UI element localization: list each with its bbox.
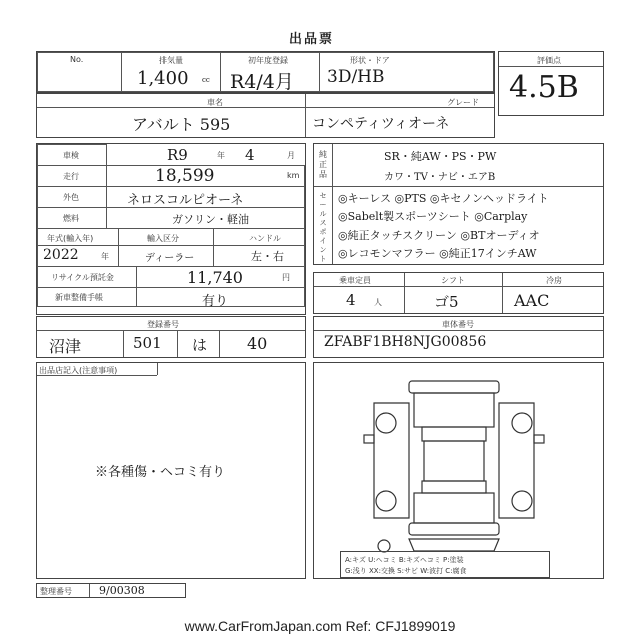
sales-section-label: セールスポイント — [319, 192, 327, 263]
sales-line-2: ◎Sabelt製スポーツシート ◎Carplay — [338, 210, 528, 223]
import-value: ディーラー — [145, 253, 195, 264]
reg-label: 登録番号 — [147, 320, 179, 329]
mileage-label: 走行 — [63, 172, 79, 181]
handle-value: 左・右 — [251, 250, 284, 263]
first-reg-value: R4/4月 — [230, 71, 294, 93]
grade-label: グレード — [447, 98, 479, 107]
car-diagram-box — [313, 362, 604, 579]
wheel-rear-right — [512, 491, 532, 511]
car-trunk — [414, 493, 494, 523]
car-damage-diagram — [314, 363, 603, 553]
sales-line-4: ◎レコモンマフラー ◎純正17インチAW — [338, 247, 537, 260]
mileage-value: 18,599 — [155, 166, 215, 186]
score-value: 4.5B — [509, 70, 579, 105]
inspection-value: R9 — [167, 146, 188, 164]
first-reg-label: 初年度登録 — [248, 56, 288, 65]
equipment-row2: カワ・TV・ナビ・エアB — [384, 172, 496, 183]
car-left-side — [374, 403, 409, 518]
color-label: 外色 — [63, 193, 79, 202]
equipment-section-label: 純正品 — [319, 150, 327, 179]
mirror-right — [534, 435, 544, 443]
displacement-unit: cc — [202, 76, 210, 84]
ac-value: AAC — [514, 291, 550, 310]
year-label: 年式(輸入年) — [47, 234, 94, 243]
car-hood — [414, 393, 494, 427]
car-front-bumper — [409, 381, 499, 393]
chassis-label: 車体番号 — [442, 320, 474, 329]
equipment-box — [313, 143, 604, 265]
car-rear-bumper — [409, 523, 499, 535]
footer-number-box — [36, 583, 186, 598]
car-windshield — [422, 427, 486, 441]
notes-box — [36, 362, 306, 579]
import-label: 輸入区分 — [147, 234, 179, 243]
car-rear-glass — [422, 481, 486, 493]
shift-value: ゴ5 — [434, 293, 459, 311]
displacement-label: 排気量 — [159, 56, 183, 65]
mirror-left — [364, 435, 374, 443]
legend-row2: G:浅り XX:交換 S:サビ W:波打 C:腐食 — [345, 567, 467, 575]
car-right-side — [499, 403, 534, 518]
car-rear-view — [409, 539, 499, 551]
wheel-front-right — [512, 413, 532, 433]
reg-class: 501 — [133, 334, 162, 352]
score-label: 評価点 — [537, 56, 561, 65]
fuel-options: ガソリン・軽油 — [172, 213, 249, 226]
wheel-front-left — [376, 413, 396, 433]
wheel-rear-left — [376, 491, 396, 511]
warranty-value: 有り — [202, 294, 229, 309]
equipment-row1: SR・純AW・PS・PW — [384, 150, 497, 163]
inspection-year-unit: 年 — [217, 151, 225, 160]
fuel-label: 燃料 — [63, 214, 79, 223]
inspection-month: 4 — [245, 146, 255, 164]
shift-label: シフト — [441, 276, 465, 285]
inspection-month-unit: 月 — [287, 151, 295, 160]
year-unit: 年 — [101, 252, 109, 261]
sheet-title: 出品票 — [289, 32, 335, 47]
reg-kana: は — [192, 336, 208, 354]
header-row1 — [36, 51, 495, 93]
score-box — [498, 51, 604, 116]
header-row2 — [36, 93, 495, 138]
inspection-label: 車検 — [63, 151, 79, 160]
recycle-label: リサイクル預託金 — [51, 273, 114, 282]
chassis-value: ZFABF1BH8NJG00856 — [324, 334, 487, 350]
model-label: 形状・ドア — [350, 56, 390, 65]
sales-line-1: ◎キーレス ◎PTS ◎キセノンヘッドライト — [338, 192, 549, 205]
reg-number: 40 — [247, 334, 268, 353]
details-table — [36, 143, 306, 315]
car-name-label: 車名 — [207, 98, 223, 107]
chassis-box — [313, 316, 604, 358]
model-value: 3D/HB — [327, 67, 385, 87]
handle-label: ハンドル — [249, 234, 281, 243]
notes-text: ※各種傷・ヘコミ有り — [95, 465, 226, 480]
color-value: ネロスコルピオーネ — [127, 193, 244, 208]
ac-label: 冷房 — [546, 276, 562, 285]
footer-number-label: 整理番号 — [40, 587, 72, 596]
sales-line-3: ◎純正タッチスクリーン ◎BTオーディオ — [338, 229, 540, 242]
reg-place: 沼津 — [49, 337, 82, 356]
year-value: 2022 — [43, 247, 79, 263]
seats-unit: 人 — [374, 298, 382, 307]
mileage-unit: km — [287, 171, 300, 180]
recycle-value: 11,740 — [187, 268, 243, 287]
footer-number-value: 9/00308 — [99, 584, 145, 597]
registration-box — [36, 316, 306, 358]
car-name-value: アバルト 595 — [132, 115, 231, 134]
watermark: www.CarFromJapan.com Ref: CFJ1899019 — [184, 618, 456, 634]
specs-box — [313, 272, 604, 314]
notes-label: 出品店記入(注意事項) — [39, 366, 118, 375]
no-label: No. — [70, 55, 84, 64]
seats-label: 乗車定員 — [339, 276, 371, 285]
grade-value: コンペティツィオーネ — [312, 116, 450, 132]
legend-box — [340, 551, 550, 578]
legend-row1: A:キズ U:ヘコミ B:キズヘコミ P:塗装 — [345, 556, 464, 564]
warranty-label: 新車整備手帳 — [55, 293, 103, 302]
car-roof — [424, 441, 484, 481]
recycle-unit: 円 — [282, 273, 290, 282]
seats-value: 4 — [346, 291, 356, 309]
displacement-value: 1,400 — [137, 68, 189, 89]
